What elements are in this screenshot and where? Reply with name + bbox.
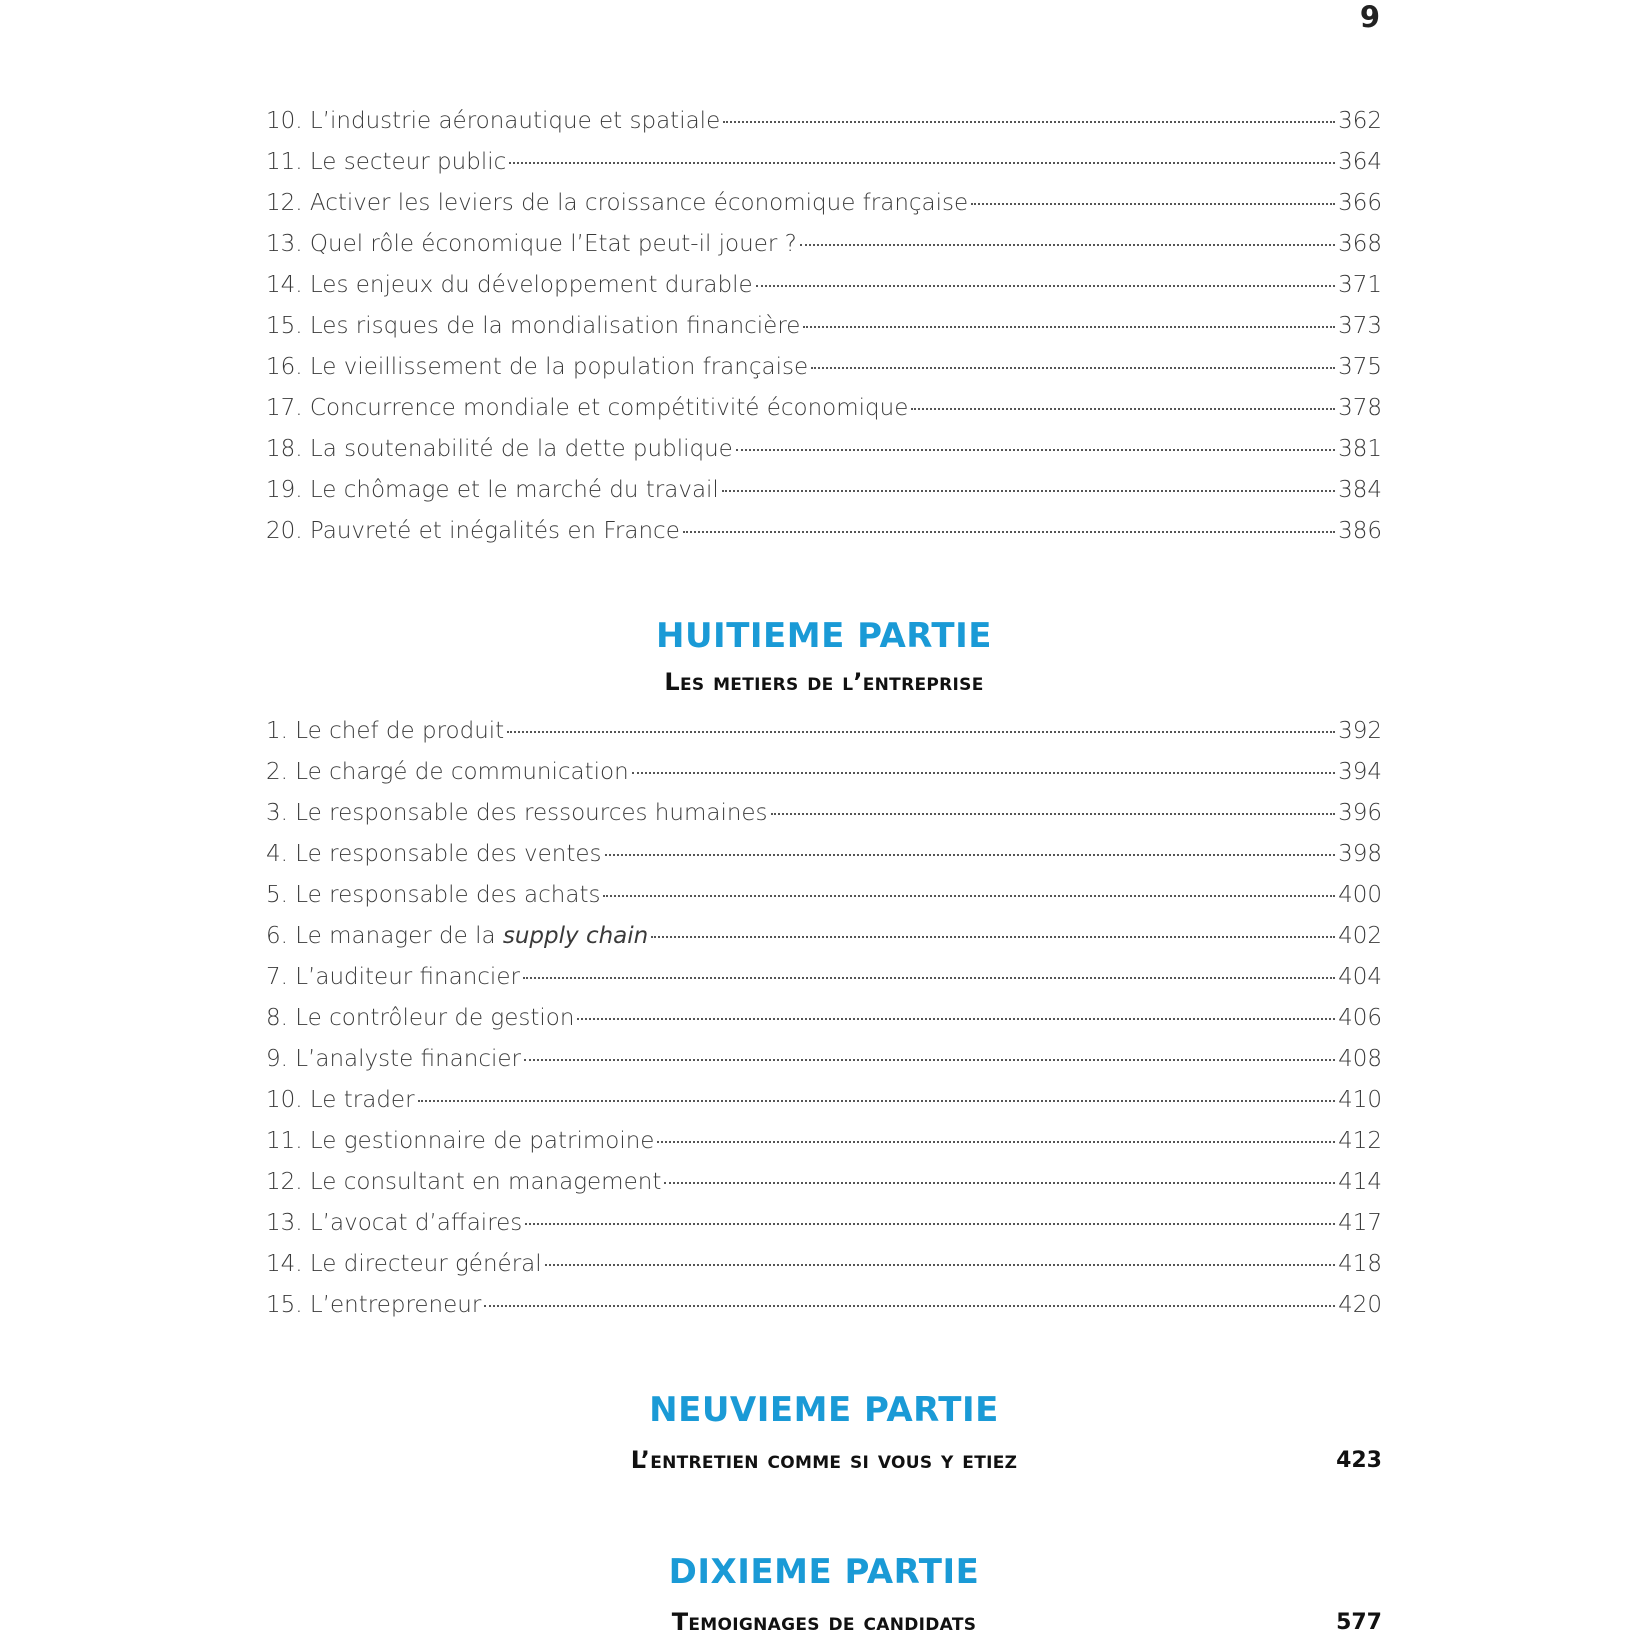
toc-entry [266, 149, 1382, 190]
toc-entry [266, 477, 1382, 518]
part-8-subtitle: Les metiers de l’entreprise [664, 668, 984, 696]
toc-entry-label [266, 108, 720, 134]
toc-entry-page: 384 [1338, 477, 1382, 503]
toc-entry-page: 394 [1338, 759, 1382, 785]
toc-entry [266, 1128, 1382, 1169]
toc-entry [266, 1046, 1382, 1087]
part-9-subtitle: L’entretien comme si vous y etiez [630, 1446, 1018, 1474]
toc-entry-page: 368 [1338, 231, 1382, 257]
toc-entry-label-text: 14. Les enjeux du développement durable [266, 272, 753, 298]
toc-entry-label-text: 4. Le responsable des ventes [266, 841, 602, 867]
toc-part-8 [266, 718, 1382, 1333]
toc-entry [266, 272, 1382, 313]
dot-leader [683, 531, 1335, 533]
toc-entry-page: 410 [1338, 1087, 1382, 1113]
dot-leader [756, 285, 1335, 287]
part-10-subtitle: Temoignages de candidats [671, 1608, 977, 1636]
toc-entry-label [266, 436, 733, 462]
toc-entry-label-text: 18. La soutenabilité de la dette publique [266, 436, 733, 462]
toc-entry-page: 392 [1338, 718, 1382, 744]
toc-entry [266, 1169, 1382, 1210]
toc-entry-page: 366 [1338, 190, 1382, 216]
toc-entry-page: 404 [1338, 964, 1382, 990]
toc-entry [266, 518, 1382, 559]
toc-entry-page: 386 [1338, 518, 1382, 544]
toc-entry-page: 412 [1338, 1128, 1382, 1154]
dot-leader [509, 162, 1335, 164]
toc-entry [266, 882, 1382, 923]
toc-entry-label [266, 718, 504, 744]
toc-entry-label-text: 3. Le responsable des ressources humaines [266, 800, 768, 826]
toc-entry [266, 313, 1382, 354]
toc-entry-label [266, 1210, 522, 1236]
toc-entry-label-text: 13. L’avocat d’affaires [266, 1210, 523, 1236]
toc-entry-page: 375 [1338, 354, 1382, 380]
toc-entry-label-text: 14. Le directeur général [266, 1251, 542, 1277]
toc-entry [266, 1087, 1382, 1128]
toc-entry-page: 420 [1338, 1292, 1382, 1318]
toc-entry-label [266, 1087, 415, 1113]
toc-entry-label [266, 800, 768, 826]
toc-entry-page: 408 [1338, 1046, 1382, 1072]
toc-entry-label-text: 15. Les risques de la mondialisation financière [266, 313, 801, 339]
toc-entry [266, 1210, 1382, 1251]
dot-leader [577, 1018, 1335, 1020]
part-10-page: 577 [1336, 1610, 1382, 1635]
dot-leader [632, 772, 1335, 774]
dot-leader [418, 1100, 1336, 1102]
dot-leader [722, 490, 1335, 492]
toc-entry-page: 406 [1338, 1005, 1382, 1031]
dot-leader [664, 1182, 1335, 1184]
toc-entry-label [266, 964, 520, 990]
toc-entry [266, 964, 1382, 1005]
dot-leader [803, 326, 1335, 328]
dot-leader [524, 1059, 1335, 1061]
toc-entry-label [266, 272, 753, 298]
toc-entry-label-text: 12. Activer les leviers de la croissance économique française [266, 190, 969, 216]
toc-entry [266, 923, 1382, 964]
toc-entry-label-text: 13. Quel rôle économique l’Etat peut-il jouer ? [266, 231, 797, 257]
dot-leader [971, 203, 1335, 205]
toc-entry [266, 800, 1382, 841]
toc-entry-label [266, 882, 600, 908]
dot-leader [911, 408, 1335, 410]
toc-entry-label-text: 16. Le vieillissement de la population française [266, 354, 809, 380]
toc-entry [266, 395, 1382, 436]
part-8-title: HUITIEME PARTIE [655, 616, 992, 656]
toc-entry-label [266, 477, 719, 503]
toc-entry-label [266, 923, 648, 949]
toc-entry [266, 436, 1382, 477]
toc-entry-label [266, 1128, 654, 1154]
toc-entry-label [266, 149, 506, 175]
toc-entry [266, 354, 1382, 395]
toc-entry-page: 378 [1338, 395, 1382, 421]
dot-leader [605, 854, 1336, 856]
toc-entry-page: 396 [1338, 800, 1382, 826]
toc-section-7 [266, 108, 1382, 559]
toc-entry-label [266, 841, 602, 867]
toc-entry [266, 1251, 1382, 1292]
dot-leader [525, 1223, 1335, 1225]
toc-entry-page: 414 [1338, 1169, 1382, 1195]
toc-entry [266, 718, 1382, 759]
dot-leader [603, 895, 1335, 897]
dot-leader [811, 367, 1335, 369]
part-10-title: DIXIEME PARTIE [668, 1552, 980, 1592]
dot-leader [771, 813, 1336, 815]
toc-entry-label-text: 10. Le trader [266, 1087, 415, 1113]
toc-entry-label-text: 15. L’entrepreneur [266, 1292, 482, 1318]
toc-entry-label-text: 20. Pauvreté et inégalités en France [266, 518, 680, 544]
toc-entry-label-text: 9. L’analyste financier [266, 1046, 521, 1072]
toc-entry-label-text: 19. Le chômage et le marché du travail [266, 477, 719, 503]
dot-leader [651, 936, 1335, 938]
dot-leader [507, 731, 1335, 733]
toc-entry-page: 362 [1338, 108, 1382, 134]
dot-leader [545, 1264, 1335, 1266]
toc-entry-label [266, 395, 908, 421]
toc-entry-label-italic: supply chain [502, 923, 649, 949]
toc-entry-label [266, 759, 629, 785]
dot-leader [723, 121, 1335, 123]
toc-entry-label-text: 17. Concurrence mondiale et compétitivité économique [266, 395, 909, 421]
toc-entry-page: 371 [1338, 272, 1382, 298]
toc-entry [266, 190, 1382, 231]
toc-entry [266, 1005, 1382, 1046]
toc-entry [266, 108, 1382, 149]
toc-entry-label-text: 10. L’industrie aéronautique et spatiale [266, 108, 721, 134]
toc-entry-label-text: 12. Le consultant en management [266, 1169, 662, 1195]
dot-leader [523, 977, 1335, 979]
dot-leader [484, 1305, 1335, 1307]
toc-entry-label-text: 6. Le manager de la [266, 923, 503, 949]
toc-entry-label-text: 5. Le responsable des achats [266, 882, 601, 908]
toc-entry-label [266, 313, 800, 339]
toc-entry-label [266, 1169, 661, 1195]
part-9-page: 423 [1336, 1448, 1382, 1473]
toc-entry-page: 373 [1338, 313, 1382, 339]
toc-entry-page: 364 [1338, 149, 1382, 175]
toc-entry-label [266, 231, 797, 257]
toc-entry-label-text: 11. Le secteur public [266, 149, 507, 175]
toc-entry-page: 398 [1338, 841, 1382, 867]
toc-entry-label-text: 1. Le chef de produit [266, 718, 505, 744]
toc-entry-label-text: 7. L’auditeur financier [266, 964, 520, 990]
toc-entry-label [266, 518, 680, 544]
dot-leader [657, 1141, 1335, 1143]
part-9-title: NEUVIEME PARTIE [649, 1390, 999, 1430]
toc-entry-page: 381 [1338, 436, 1382, 462]
toc-entry-label-text: 11. Le gestionnaire de patrimoine [266, 1128, 655, 1154]
page-number: 9 [1359, 0, 1380, 34]
toc-entry-page: 402 [1338, 923, 1382, 949]
toc-entry-label [266, 190, 968, 216]
dot-leader [800, 244, 1335, 246]
toc-entry-label [266, 1251, 542, 1277]
toc-entry [266, 1292, 1382, 1333]
toc-entry-label-text: 2. Le chargé de communication [266, 759, 629, 785]
dot-leader [736, 449, 1335, 451]
toc-entry-label [266, 1046, 521, 1072]
toc-entry-page: 400 [1338, 882, 1382, 908]
toc-entry [266, 759, 1382, 800]
toc-entry-page: 418 [1338, 1251, 1382, 1277]
toc-entry-label-text: 8. Le contrôleur de gestion [266, 1005, 575, 1031]
toc-entry [266, 231, 1382, 272]
toc-entry-label [266, 354, 808, 380]
toc-entry [266, 841, 1382, 882]
toc-entry-label [266, 1292, 481, 1318]
toc-entry-page: 417 [1338, 1210, 1382, 1236]
toc-entry-label [266, 1005, 574, 1031]
